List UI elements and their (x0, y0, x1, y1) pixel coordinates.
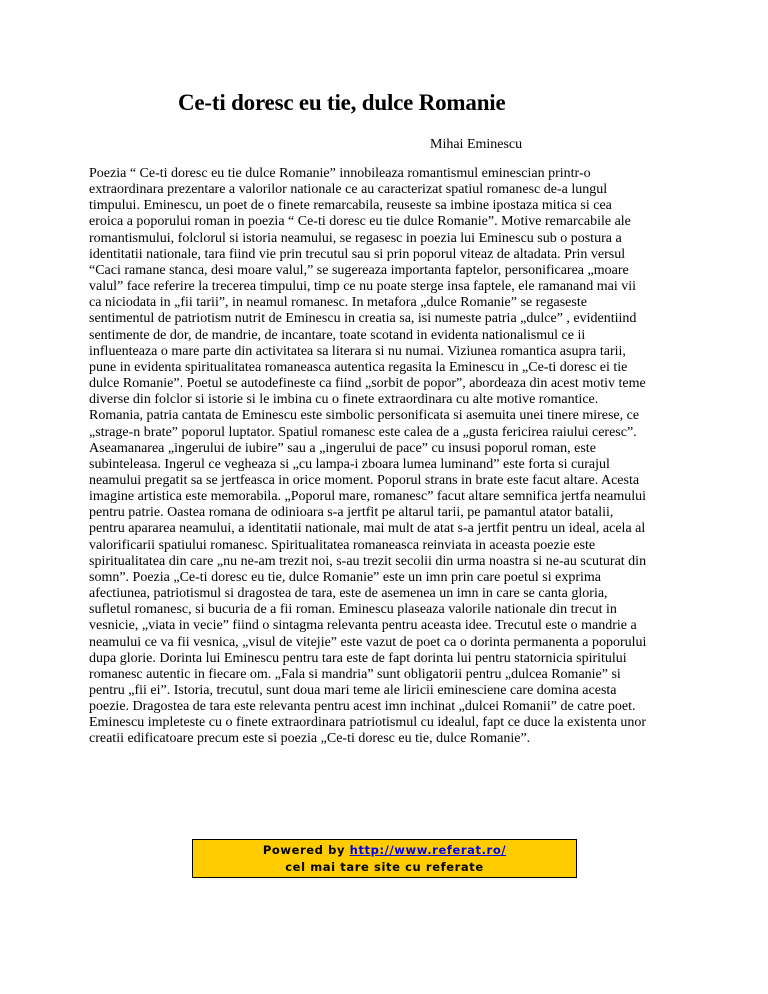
body-line: pentru „fii ei”. Istoria, trecutul, sunt doua mari teme ale liricii eminesciene care domina acesta (89, 683, 617, 698)
body-line: afectiunea, patriotismul si dragostea de tara, este de asemenea un imn in care se canta gloria, (89, 586, 608, 602)
body-line: subinteleasa. Ingerul ce vegheaza si „cu lampa-i zboara lumea luminand” este forta si curajul (89, 456, 610, 472)
body-line: diverse din folclor si istorie si le imbina cu o finete extraordinara cu alte motive romantice. (89, 392, 599, 408)
author-name: Mihai Eminescu (430, 137, 523, 152)
body-line: ca niciodata in „fii tarii”, in neamul romanesc. In metafora „dulce Romanie” se regaseste (89, 295, 587, 311)
banner-first-row (193, 842, 576, 859)
body-line: pune in evidenta spiritualitatea romaneasca autentica regasita la Eminescu in „Ce-ti doresc ei tie (89, 359, 628, 375)
body-line: “Caci ramane stanca, desi moare valul,” se sugereaza importanta faptelor, personificarea „moare (89, 262, 629, 278)
body-line: identitatii nationale, tara fiind vie prin trecutul sau si prin poporul viteaz de altadata. Prin versul (89, 246, 626, 262)
body-line: imagine artistica este memorabila. „Poporul mare, romanesc” facut altare semnifica jertfa neamului (89, 489, 647, 505)
banner-prefix: Powered by (262, 843, 350, 857)
body-line: valul” face referire la trecerea timpului, timp ce nu poate sterge insa faptele, ele ramanand mai vii (89, 279, 637, 295)
body-line: neamului pregatit sa se jertfeasca in orice moment. Poporul strans in brate este facut altare. Acesta (89, 472, 640, 488)
document-title: Ce-ti doresc eu tie, dulce Romanie (178, 90, 506, 115)
body-line: dupa glorie. Dorinta lui Eminescu pentru tara este de fapt dorinta lui pentru statornicia spiritului (89, 650, 627, 666)
body-line: Aseamanarea „ingerului de iubire” sau a „ingerului de pace” cu insusi poporul roman, este (89, 440, 596, 456)
body-line: pentru apararea neamului, a identitatii nationale, mai mult de atat s-a jertfit pentru un ideal, acela al (89, 521, 646, 537)
body-line: Eminescu impleteste cu o finete extraordinara patriotismul cu idealul, fapt ce duce la existenta unor (89, 715, 647, 731)
essay-body (89, 166, 689, 748)
body-line: extraordinara prezentare a valorilor nationale ce au caracterizat spatiul romanesc de-a lungul (89, 182, 608, 198)
powered-by-banner (192, 839, 577, 878)
body-line: influenteaza o mare parte din activitatea sa literara si nu numai. Viziunea romantica asupra tarii, (89, 343, 626, 359)
body-line: creatii edificatoare precum este si poezia „Ce-ti doresc eu tie, dulce Romanie”. (89, 731, 531, 747)
body-line: sentimente de dor, de mandrie, de incantare, toate scotand in evidenta nationalismul ce ii (89, 327, 586, 343)
body-line: romanesc autentic in fiecare om. „Fala si mandria” sunt obligatorii pentru „dulcea Romanie” si (89, 666, 621, 682)
body-line: sufletul romanesc, si bucuria de a fii roman. Eminescu plaseaza valorile nationale din trecut in (89, 602, 617, 618)
body-line: sentimentul de patriotism nutrit de Eminescu in creatia sa, isi numeste patria „dulce” , evidentiind (89, 311, 637, 327)
body-line: spiritualitatea din care „nu ne-am trezit noi, s-au trezit secolii din urma noastra si ne-au scuturat din (89, 553, 647, 569)
body-line: poezie. Dragostea de tara este relevanta pentru acest imn inchinat „dulcei Romanii” de catre poet. (89, 699, 636, 715)
body-line: neamului ce va fii vesnica, „visul de vitejie” este vazut de poet ca o dorinta permanenta a poporului (89, 634, 647, 650)
referat-link[interactable]: http://www.referat.ro/ (349, 843, 507, 857)
body-line: romantismului, folclorul si istoria neamului, se regasesc in poezia lui Eminescu sub o postura a (89, 230, 622, 246)
body-line: eroica a poporului roman in poezia “ Ce-ti doresc eu tie dulce Romanie”. Motive remarcabile ale (89, 214, 631, 230)
body-line: pentru patrie. Oastea romana de odinioara s-a jertfit pe altarul tarii, pe pamantul atator batalii, (89, 505, 614, 521)
banner-tagline: cel mai tare site cu referate (285, 860, 484, 874)
body-line: valorificarii spatiului romanesc. Spiritualitatea romaneasca reinviata in aceasta poezie este (89, 537, 596, 553)
body-line: timpului. Eminescu, un poet de o finete remarcabila, reuseste sa imbine ipostaza mitica si cea (89, 198, 612, 214)
body-line: Romania, patria cantata de Eminescu este simbolic personificata si asemuita unei tinere mirese, ce (89, 408, 640, 424)
body-line: vesnicie, „viata in vecie” fiind o sintagma relevanta pentru aceasta idee. Trecutul este o mandrie a (89, 618, 637, 634)
body-line: somn”. Poezia „Ce-ti doresc eu tie, dulce Romanie” este un imn prin care poetul si exprima (89, 569, 601, 585)
body-line: dulce Romanie”. Poetul se autodefineste ca fiind „sorbit de popor”, abordeaza din acest motiv teme (89, 376, 646, 392)
body-line: Poezia “ Ce-ti doresc eu tie dulce Romanie” innobileaza romantismul eminescian printr-o (89, 166, 591, 181)
body-line: „strage-n brate” poporul luptator. Spatiul romanesc este calea de a „gusta fericirea raiului ceresc”. (89, 424, 637, 440)
